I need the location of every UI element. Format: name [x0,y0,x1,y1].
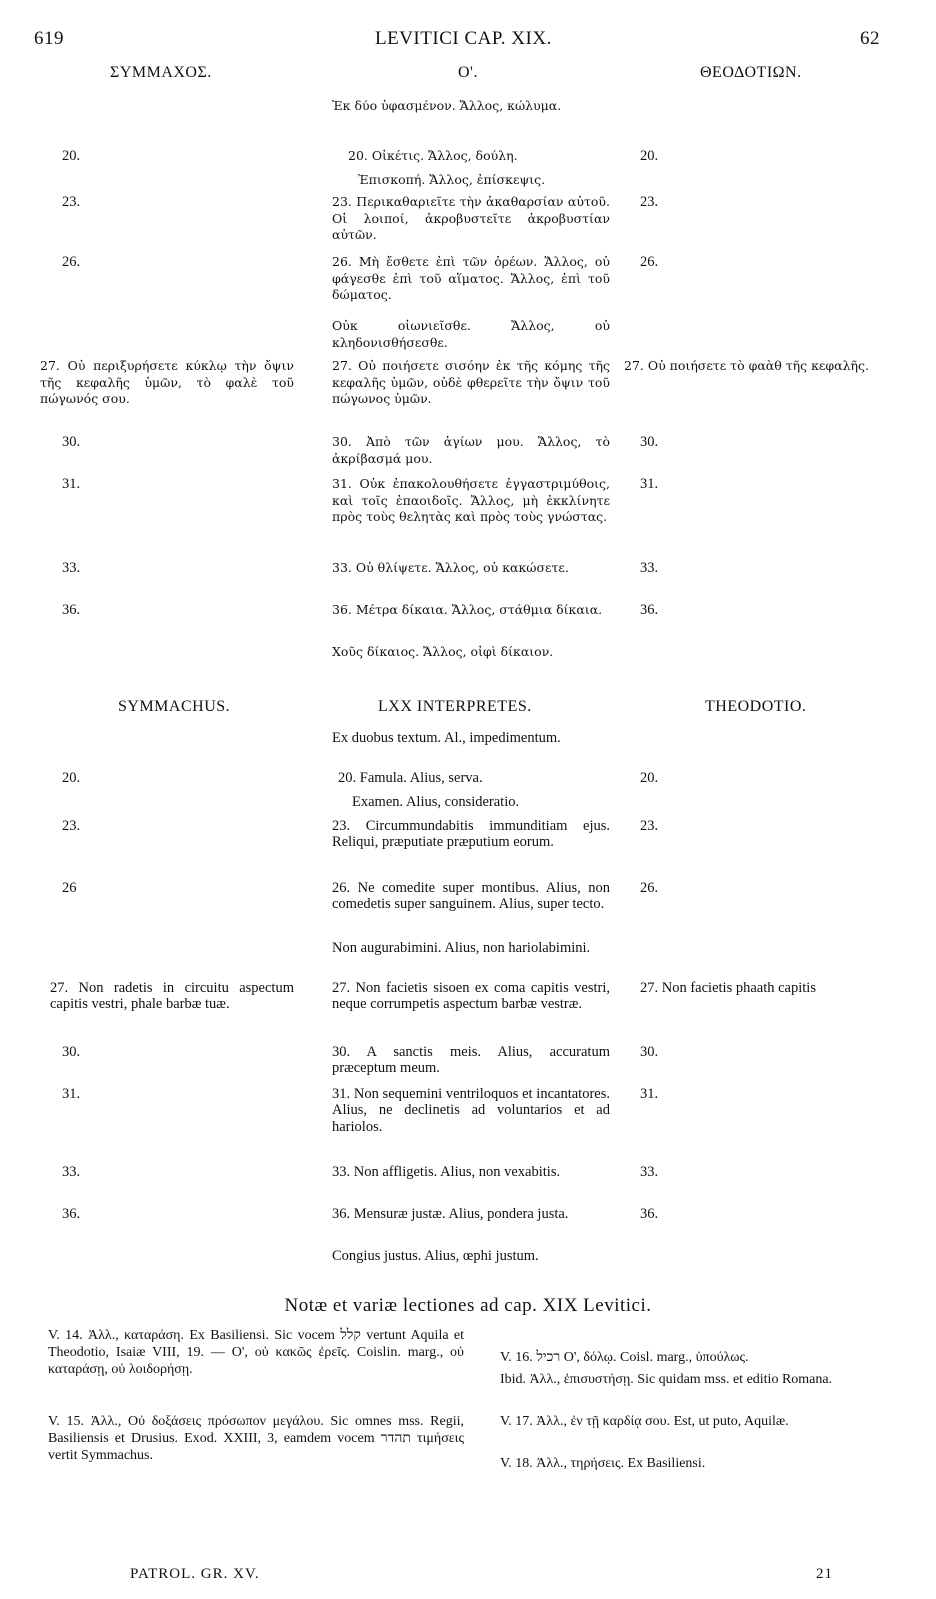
greek-lxx-entry: 36. Μέτρα δίκαια. Ἄλλος, στάθμια δίκαια. [332,602,603,617]
greek-lxx-entry: Οὐκ οἰωνιεῖσθε. Ἄλλος, οὐ κληδονισθήσεσθε. [332,318,610,350]
greek-lxx-entry: 33. Οὐ θλίψετε. Ἄλλος, οὐ κακώσετε. [332,560,569,575]
verse-number: 23. [62,194,81,210]
page-number-left: 619 [34,28,64,49]
note-entry: V. 16. רכיל Ο', δόλῳ. Coisl. marg., ὑπούλως. [500,1350,749,1365]
greek-lxx-entry: 26. Μὴ ἔσθετε ἐπὶ τῶν ὀρέων. Ἄλλος, οὐ φάγεσθε ἐπὶ τοῦ αἵματος. Ἄλλος, ἐπὶ τοῦ δώματος. [332,254,610,303]
verse-number: 20. [640,148,659,164]
verse-number: 31. [62,476,81,492]
verse-number: 23. [62,818,81,834]
latin-lxx-entry: Congius justus. Alius, œphi justum. [332,1248,539,1264]
latin-lxx-entry: 33. Non affligetis. Alius, non vexabitis. [332,1164,561,1180]
greek-symmachus-entry: 27. Οὐ περιξυρήσετε κύκλῳ τὴν ὄψιν τῆς κεφαλῆς ὑμῶν, τὸ φαλὲ τοῦ πώγωνός σου. [40,358,294,407]
verse-number: 30. [640,1044,659,1060]
verse-number: 20. [62,148,81,164]
verse-number: 20. [62,770,81,786]
greek-lxx-entry: 20. Οἰκέτις. Ἄλλος, δούλη. [348,148,518,163]
verse-number: 36. [640,1206,659,1222]
verse-number: 30. [640,434,659,450]
latin-lxx-entry: 36. Mensuræ justæ. Alius, pondera justa. [332,1206,569,1222]
latin-head-lxx: LXX INTERPRETES. [378,698,532,715]
verse-number: 23. [640,818,659,834]
verse-number: 36. [62,602,81,618]
latin-head-theodotion: THEODOTIO. [705,698,807,715]
running-title: LEVITICI CAP. XIX. [375,28,552,49]
latin-lxx-entry: 26. Ne comedite super montibus. Alius, non comedetis super sanguinem. Alius, super tecto. [332,880,610,913]
note-entry: V. 17. Ἀλλ., ἐν τῇ καρδίᾳ σου. Est, ut puto, Aquilæ. [500,1414,789,1429]
latin-lxx-entry: Examen. Alius, consideratio. [352,794,520,810]
verse-number: 31. [640,1086,659,1102]
greek-lxx-entry: 23. Περικαθαριεῖτε τὴν ἀκαθαρσίαν αὐτοῦ. Οἱ λοιποί, ἀκροβυστεῖτε ἀκροβυστίαν αὐτῶν. [332,194,610,243]
verse-number: 33. [62,560,81,576]
latin-theodotion-entry: 27. Non facietis phaath capitis [640,980,816,996]
footer-signature: 21 [816,1566,833,1582]
greek-lxx-entry: Χοῦς δίκαιος. Ἄλλος, οἰφὶ δίκαιον. [332,644,554,659]
greek-lxx-entry: 27. Οὐ ποιήσετε σισόην ἐκ τῆς κόμης τῆς κεφαλῆς ὑμῶν, οὐδὲ φθερεῖτε τὴν ὄψιν τοῦ πώγωνος ὑμῶν. [332,358,610,407]
notes-title: Notæ et variæ lectiones ad cap. XIX Levitici. [284,1295,652,1316]
latin-lxx-entry: 31. Non sequemini ventriloquos et incantatores. Alius, ne declinetis ad voluntarios et ad hariolos. [332,1086,610,1135]
note-entry: V. 15. Ἀλλ., Οὐ δοξάσεις πρόσωπον μεγάλου. Sic omnes mss. Regii, Basiliensis et Drusius. Exod. XXIII, 3, eamdem vocem תהדר τιμήσεις vertit Symmachus. [48,1414,464,1463]
greek-head-lxx: Ο'. [458,64,478,81]
greek-theodotion-entry: 27. Οὐ ποιήσετε τὸ φαὰθ τῆς κεφαλῆς. [624,358,869,373]
verse-number: 33. [640,560,659,576]
latin-symmachus-entry: 27. Non radetis in circuitu aspectum capitis vestri, phale barbæ tuæ. [50,980,294,1013]
verse-number: 23. [640,194,659,210]
verse-number: 26. [640,880,659,896]
verse-number: 20. [640,770,659,786]
verse-number: 36. [640,602,659,618]
verse-number: 33. [62,1164,81,1180]
verse-number: 26 [62,880,77,896]
footer-series: PATROL. GR. XV. [130,1566,260,1582]
verse-number: 36. [62,1206,81,1222]
note-entry: V. 18. Ἀλλ., τηρήσεις. Ex Basiliensi. [500,1456,706,1471]
latin-head-symmachus: SYMMACHUS. [118,698,231,715]
note-entry: V. 14. Ἀλλ., καταράση. Ex Basiliensi. Sic vocem קלל vertunt Aquila et Theodotio, Isaiæ VIII, 19. — Ο', οὐ κακῶς ἐρεῖς. Coislin. marg., οὐ καταράσῃ, οὐ λοιδορήσῃ. [48,1328,465,1377]
verse-number: 33. [640,1164,659,1180]
latin-lxx-entry: Non augurabimini. Alius, non hariolabimini. [332,940,591,956]
greek-lxx-entry: Ἐπισκοπή. Ἄλλος, ἐπίσκεψις. [358,172,546,187]
greek-head-theodotion: ΘΕΟΔΟΤΙΩΝ. [700,64,802,81]
latin-lxx-entry: 30. A sanctis meis. Alius, accuratum præceptum meum. [332,1044,610,1077]
page-number-right: 62 [860,28,880,49]
verse-number: 30. [62,1044,81,1060]
verse-number: 30. [62,434,81,450]
greek-head-symmachus: ΣΥΜΜΑΧΟΣ. [110,64,212,81]
verse-number: 31. [62,1086,81,1102]
latin-lxx-entry: 27. Non facietis sisoen ex coma capitis vestri, neque corrumpetis aspectum barbæ vestræ. [332,980,610,1013]
greek-lxx-entry: Ἐκ δύο ὑφασμένον. Ἄλλος, κώλυμα. [332,98,562,113]
latin-lxx-entry: Ex duobus textum. Al., impedimentum. [332,730,561,746]
verse-number: 26. [640,254,659,270]
greek-lxx-entry: 31. Οὐκ ἐπακολουθήσετε ἐγγαστριμύθοις, καὶ τοῖς ἐπαοιδοῖς. Ἄλλος, μὴ ἐκκλίνητε πρὸς τοὺς θελητὰς καὶ πρὸς τοὺς γνώστας. [332,476,610,525]
greek-lxx-entry: 30. Ἀπὸ τῶν ἁγίων μου. Ἄλλος, τὸ ἀκρίβασμά μου. [332,434,610,466]
latin-lxx-entry: 20. Famula. Alius, serva. [338,770,483,786]
verse-number: 31. [640,476,659,492]
latin-lxx-entry: 23. Circummundabitis immunditiam ejus. Reliqui, præputiate præputium eorum. [332,818,610,851]
note-entry: Ibid. Ἀλλ., ἐπισυστήσῃ. Sic quidam mss. et editio Romana. [500,1372,833,1387]
verse-number: 26. [62,254,81,270]
